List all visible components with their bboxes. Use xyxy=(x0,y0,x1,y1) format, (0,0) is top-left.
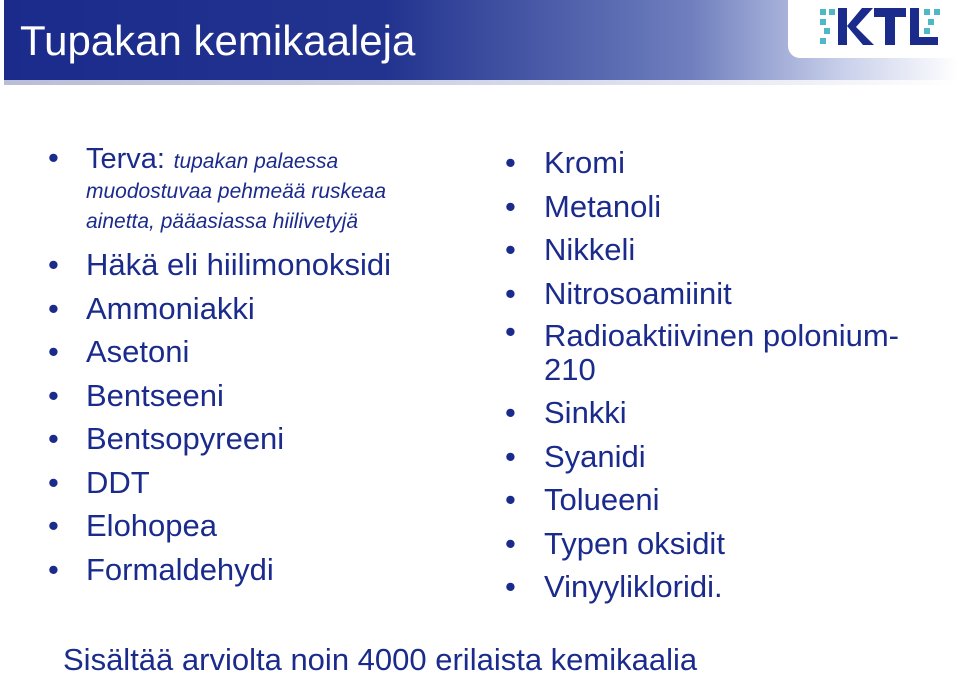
title-bar-shadow xyxy=(4,80,958,85)
bullet-icon: • xyxy=(48,421,59,456)
list-item-label: Formaldehydi xyxy=(86,551,274,587)
list-item-label: Asetoni xyxy=(86,334,190,369)
bullet-icon: • xyxy=(48,247,59,282)
list-item xyxy=(505,141,945,185)
list-item-label: Tolueeni xyxy=(544,482,660,517)
list-item-label: Nikkeli xyxy=(544,232,636,267)
list-item-label: Sinkki xyxy=(544,395,627,430)
list-item-label: Typen oksidit xyxy=(544,525,725,561)
list-item xyxy=(505,478,945,522)
list-item xyxy=(48,243,448,287)
list-item xyxy=(505,391,945,435)
bullet-icon: • xyxy=(505,395,516,430)
bullet-icon: • xyxy=(48,377,59,413)
list-item-label: Häkä eli hiilimonoksidi xyxy=(86,247,391,282)
list-item xyxy=(48,548,448,592)
bullet-icon: • xyxy=(505,232,516,267)
bullet-icon: • xyxy=(48,334,59,369)
bullet-icon: • xyxy=(48,464,59,500)
bullet-icon: • xyxy=(48,140,59,175)
list-item xyxy=(505,185,945,229)
list-item-label: Vinyylikloridi. xyxy=(544,569,723,604)
right-chemical-list xyxy=(505,141,945,609)
list-item xyxy=(505,228,945,272)
list-item-label: Nitrosoamiinit xyxy=(544,275,732,311)
list-item xyxy=(48,461,448,505)
bullet-icon: • xyxy=(505,314,516,349)
list-item xyxy=(48,287,448,331)
bullet-icon: • xyxy=(505,569,516,604)
list-item-label: Radioaktiivinen polonium-210 xyxy=(544,318,899,387)
bullet-icon: • xyxy=(505,188,516,224)
list-item xyxy=(505,565,945,609)
list-item xyxy=(505,435,945,479)
list-item xyxy=(48,374,448,418)
list-item xyxy=(48,504,448,548)
bullet-icon: • xyxy=(505,525,516,561)
bullet-icon: • xyxy=(48,551,59,587)
list-item-label: Metanoli xyxy=(544,188,662,224)
bullet-icon: • xyxy=(505,145,516,180)
list-item-label: Elohopea xyxy=(86,508,218,543)
left-chemical-list xyxy=(48,140,448,591)
bullet-icon: • xyxy=(505,275,516,311)
bullet-icon: • xyxy=(505,482,516,517)
slide-title: Tupakan kemikaaleja xyxy=(20,17,416,64)
list-item xyxy=(505,272,945,316)
list-item-label: Ammoniakki xyxy=(86,290,255,326)
list-item-label: Kromi xyxy=(544,145,625,180)
list-item xyxy=(48,330,448,374)
list-item-terva xyxy=(48,140,448,243)
list-item-label: Bentsopyreeni xyxy=(86,421,285,456)
list-item xyxy=(505,315,945,391)
list-item xyxy=(505,522,945,566)
bullet-icon: • xyxy=(48,290,59,326)
list-item-label: Syanidi xyxy=(544,438,646,474)
list-item-label: Bentseeni xyxy=(86,377,224,413)
list-item xyxy=(48,417,448,461)
bullet-icon: • xyxy=(505,438,516,474)
list-item-label: DDT xyxy=(86,464,150,500)
bullet-icon: • xyxy=(48,508,59,543)
ktl-logo-icon xyxy=(800,2,952,54)
terva-definition: tupakan palaessa muodostuvaa pehmeää ruskeaa ainetta, pääasiassa hiilivetyjä xyxy=(86,150,387,233)
slide-footer: Sisältää arviolta noin 4000 erilaista kemikaalia xyxy=(63,642,698,677)
terva-term: Terva: xyxy=(86,143,165,175)
